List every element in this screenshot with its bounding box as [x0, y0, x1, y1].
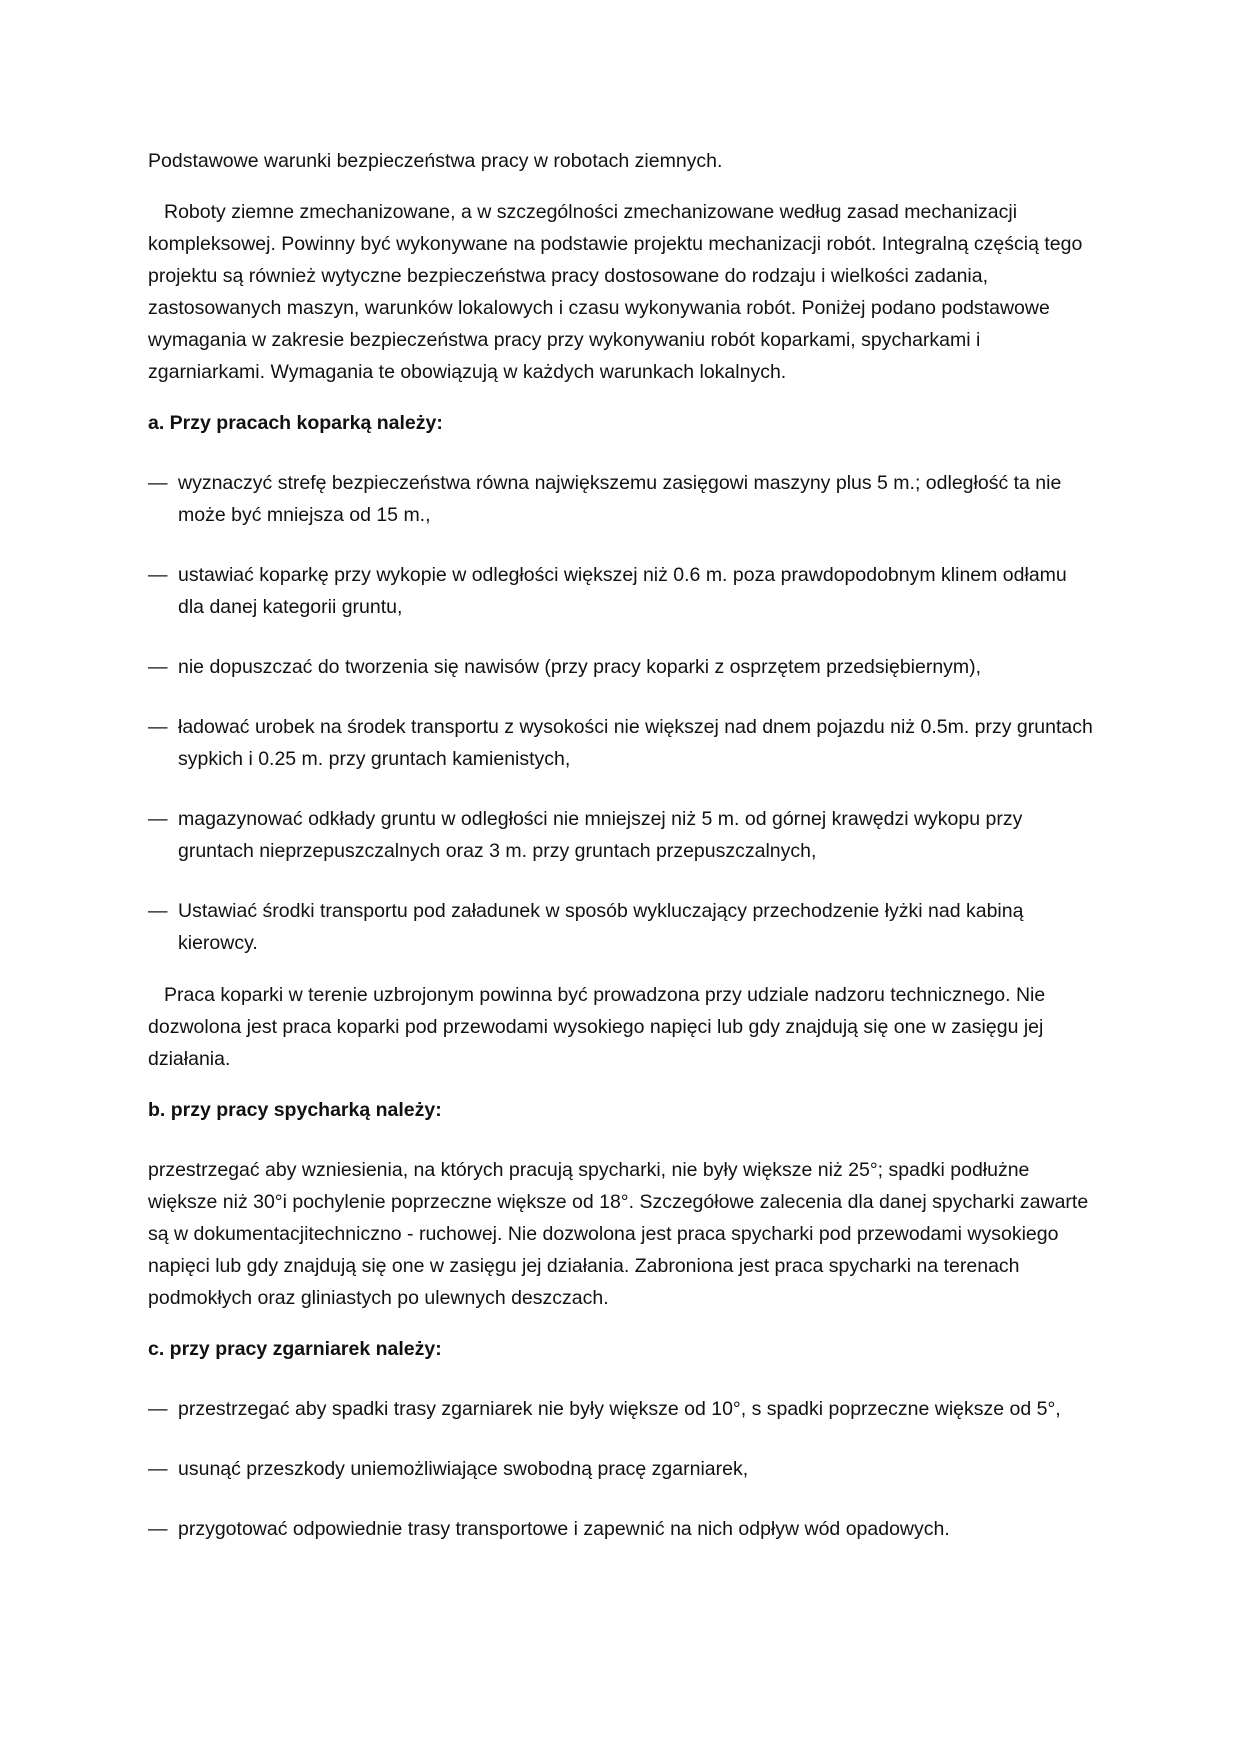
dash-bullet: —	[148, 900, 168, 922]
section-b-paragraph: przestrzegać aby wzniesienia, na których pracują spycharki, nie były większe niż 25°; spadki podłużne większe niż 30°i pochylenie poprzeczne większe od 18°. Szczegółowe zalecenia dla danej spycharki zawarte są w dokumentacjitechniczno - ruchowej. Nie dozwolona jest praca spycharki pod przewodami wysokiego napięci lub gdy znajdują się one w zasięgu jej działania. Zabroniona jest praca spycharki na terenach podmokłych oraz gliniastych po ulewnych deszczach.	[148, 1159, 1089, 1309]
list-item	[148, 559, 1094, 623]
dash-bullet: —	[148, 564, 168, 586]
list-item-text: usunąć przeszkody uniemożliwiające swobodną pracę zgarniarek,	[178, 1458, 749, 1480]
section-a-list	[148, 467, 1094, 959]
list-item	[148, 803, 1094, 867]
section-c-heading: c. przy pracy zgarniarek należy:	[148, 1338, 442, 1360]
dash-bullet: —	[148, 1518, 168, 1540]
list-item	[148, 1453, 1094, 1485]
list-item-text: magazynować odkłady gruntu w odległości nie mniejszej niż 5 m. od górnej krawędzi wykopu przy gruntach nieprzepuszczalnych oraz 3 m. przy gruntach przepuszczalnych,	[178, 808, 1023, 862]
dash-bullet: —	[148, 1458, 168, 1480]
section-a-heading: a. Przy pracach koparką należy:	[148, 412, 443, 434]
document-title: Podstawowe warunki bezpieczeństwa pracy w robotach ziemnych.	[148, 150, 723, 172]
list-item-text: ładować urobek na środek transportu z wysokości nie większej nad dnem pojazdu niż 0.5m. przy gruntach sypkich i 0.25 m. przy gruntach kamienistych,	[178, 716, 1093, 770]
dash-bullet: —	[148, 716, 168, 738]
list-item-text: przestrzegać aby spadki trasy zgarniarek nie były większe od 10°, s spadki poprzeczne większe od 5°,	[178, 1398, 1061, 1420]
list-item-text: Ustawiać środki transportu pod załadunek w sposób wykluczający przechodzenie łyżki nad kabiną kierowcy.	[178, 900, 1024, 954]
section-a-closing-paragraph: Praca koparki w terenie uzbrojonym powinna być prowadzona przy udziale nadzoru technicznego. Nie dozwolona jest praca koparki pod przewodami wysokiego napięci lub gdy znajdują się one w zasięgu jej działania.	[148, 984, 1046, 1070]
intro-paragraph: Roboty ziemne zmechanizowane, a w szczególności zmechanizowane według zasad mechanizacji kompleksowej. Powinny być wykonywane na podstawie projektu mechanizacji robót. Integralną częścią tego projektu są również wytyczne bezpieczeństwa pracy dostosowane do rodzaju i wielkości zadania, zastosowanych maszyn, warunków lokalowych i czasu wykonywania robót. Poniżej podano podstawowe wymagania w zakresie bezpieczeństwa pracy przy wykonywaniu robót koparkami, spycharkami i zgarniarkami. Wymagania te obowiązują w każdych warunkach lokalnych.	[148, 201, 1083, 383]
list-item	[148, 895, 1094, 959]
list-item	[148, 651, 1094, 683]
section-b-heading: b. przy pracy spycharką należy:	[148, 1099, 442, 1121]
section-c-list	[148, 1393, 1094, 1545]
list-item	[148, 1513, 1094, 1545]
document-page	[148, 145, 1094, 1545]
dash-bullet: —	[148, 808, 168, 830]
list-item	[148, 711, 1094, 775]
dash-bullet: —	[148, 656, 168, 678]
list-item-text: nie dopuszczać do tworzenia się nawisów (przy pracy koparki z osprzętem przedsiębiernym),	[178, 656, 982, 678]
list-item-text: wyznaczyć strefę bezpieczeństwa równa największemu zasięgowi maszyny plus 5 m.; odległość ta nie może być mniejsza od 15 m.,	[178, 472, 1062, 526]
list-item	[148, 467, 1094, 531]
list-item-text: przygotować odpowiednie trasy transportowe i zapewnić na nich odpływ wód opadowych.	[178, 1518, 950, 1540]
dash-bullet: —	[148, 1398, 168, 1420]
list-item-text: ustawiać koparkę przy wykopie w odległości większej niż 0.6 m. poza prawdopodobnym klinem odłamu dla danej kategorii gruntu,	[178, 564, 1067, 618]
dash-bullet: —	[148, 472, 168, 494]
list-item	[148, 1393, 1094, 1425]
